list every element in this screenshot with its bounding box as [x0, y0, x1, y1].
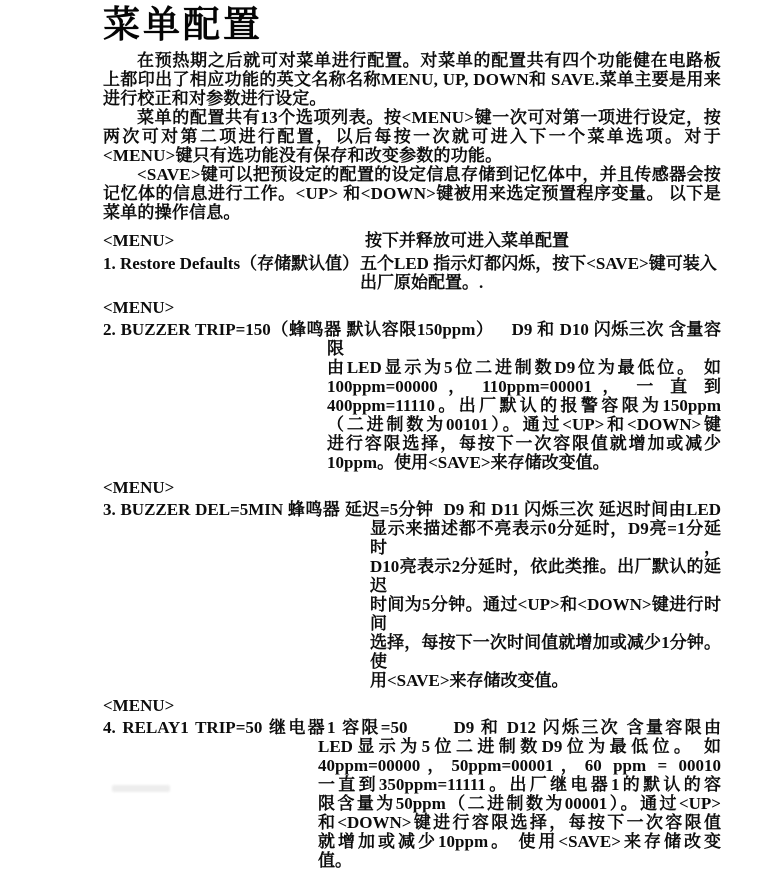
menu-item-row	[103, 718, 721, 870]
menu-row-first-line	[103, 718, 721, 737]
text-line: 时间为5分钟。通过<UP>和<DOWN>键进行时间	[370, 595, 721, 633]
menu-row-first-line	[103, 500, 721, 519]
text-line: 100ppm=00000 ， 110ppm=00001 ， 一 直 到	[327, 377, 721, 396]
menu-key-row	[103, 478, 721, 497]
menu-item-description: 五个LED 指示灯都闪烁，按下<SAVE>键可装入	[360, 254, 717, 273]
watermark-remnant	[112, 785, 170, 792]
text-line: （二进制数为00101）。通过<UP>和<DOWN>键	[327, 415, 721, 434]
menu-key-label: <MENU>	[103, 696, 175, 715]
menu-item-label: 3. BUZZER DEL=5MIN 蜂鸣器 延迟=5分钟	[103, 500, 434, 519]
page-title: 菜单配置	[103, 5, 263, 46]
menu-item-row	[103, 320, 721, 472]
text-line: 选择，每按下一次时间值就增加或减少1分钟。使	[370, 633, 721, 671]
text-line: 一直到350ppm=11111。出厂继电器1的默认的容	[318, 775, 721, 794]
text-line: 10ppm。使用<SAVE>来存储改变值。	[327, 453, 610, 472]
text-line: D10亮表示2分延时，依此类推。出厂默认的延迟	[370, 557, 721, 595]
text-line: 400ppm=11110。出厂默认的报警容限为150ppm	[327, 396, 721, 415]
menu-item-description-lines	[318, 737, 721, 870]
text-line: 值。	[318, 851, 352, 870]
menu-key-label: <MENU>	[103, 231, 175, 250]
menu-row-first-line	[103, 478, 721, 497]
menu-item-description: D9 和 D12 闪烁三次 含量容限由	[453, 718, 721, 737]
text-line: 显示来描述都不亮表示0分延时，D9亮=1分延时，	[370, 519, 721, 557]
menu-item-row	[103, 254, 721, 292]
menu-key-row	[103, 696, 721, 715]
menu-item-label: 2. BUZZER TRIP=150（蜂鸣器 默认容限150ppm）	[103, 320, 494, 339]
text-line: 用<SAVE>来存储改变值。	[370, 671, 569, 690]
menu-row-first-line	[103, 696, 721, 715]
paragraph: 菜单的配置共有13个选项列表。按<MENU>键一次可对第一项进行设定，按两次可对第二项进行配置，以后每按一次就可进入下一个菜单选项。对于 <MENU>键只有选功能没有保存和改变参数的功能。	[103, 108, 721, 165]
menu-item-description-lines	[360, 273, 721, 292]
menu-row-first-line	[103, 231, 721, 250]
menu-item-label: 1. Restore Defaults（存储默认值）	[103, 254, 360, 273]
menu-item-description: D9 和 D11 闪烁三次 延迟时间由LED	[443, 500, 721, 519]
menu-item-description: 按下并释放可进入菜单配置	[365, 231, 569, 250]
text-line: 就增加或减少10ppm。 使用<SAVE>来存储改变	[318, 832, 721, 851]
text-line: 和<DOWN>键进行容限选择，每按下一次容限值	[318, 813, 721, 832]
menu-config-list	[103, 231, 721, 870]
menu-key-label: <MENU>	[103, 298, 175, 317]
menu-row-first-line	[103, 320, 721, 358]
menu-row-first-line	[103, 298, 721, 317]
menu-key-row	[103, 298, 721, 317]
menu-item-description: D9 和 D10 闪烁三次 含量容限	[327, 320, 721, 358]
text-line: 限含量为50ppm（二进制数为00001）。通过<UP>	[318, 794, 721, 813]
text-line: 进行容限选择，每按下一次容限值就增加或减少	[327, 434, 721, 453]
menu-item-label: 4. RELAY1 TRIP=50 继电器1 容限=50	[103, 718, 408, 737]
menu-key-label: <MENU>	[103, 478, 175, 497]
menu-row-first-line	[103, 254, 721, 273]
menu-item-row	[103, 500, 721, 690]
text-line: LED显示为5位二进制数D9位为最低位。 如	[318, 737, 721, 756]
menu-item-description-lines	[370, 519, 721, 690]
text-line: 由LED显示为5位二进制数D9位为最低位。 如	[327, 358, 721, 377]
text-line: 出厂原始配置。.	[360, 273, 484, 292]
text-line: 40ppm=00000，50ppm=00001，60 ppm = 00010	[318, 756, 721, 775]
intro-paragraphs	[103, 51, 721, 222]
paragraph: 在预热期之后就可对菜单进行配置。对菜单的配置共有四个功能健在电路板上都印出了相应功能的英文名称名称MENU, UP, DOWN和 SAVE.菜单主要是用来进行校正和对参数进行设定。	[103, 51, 721, 108]
menu-item-description-lines	[327, 358, 721, 472]
paragraph: <SAVE>键可以把预设定的配置的设定信息存储到记忆体中，并且传感器会按记忆体的信息进行工作。<UP> 和<DOWN>键被用来选定预置程序变量。 以下是菜单的操作信息。	[103, 165, 721, 222]
menu-item-row	[103, 231, 721, 250]
